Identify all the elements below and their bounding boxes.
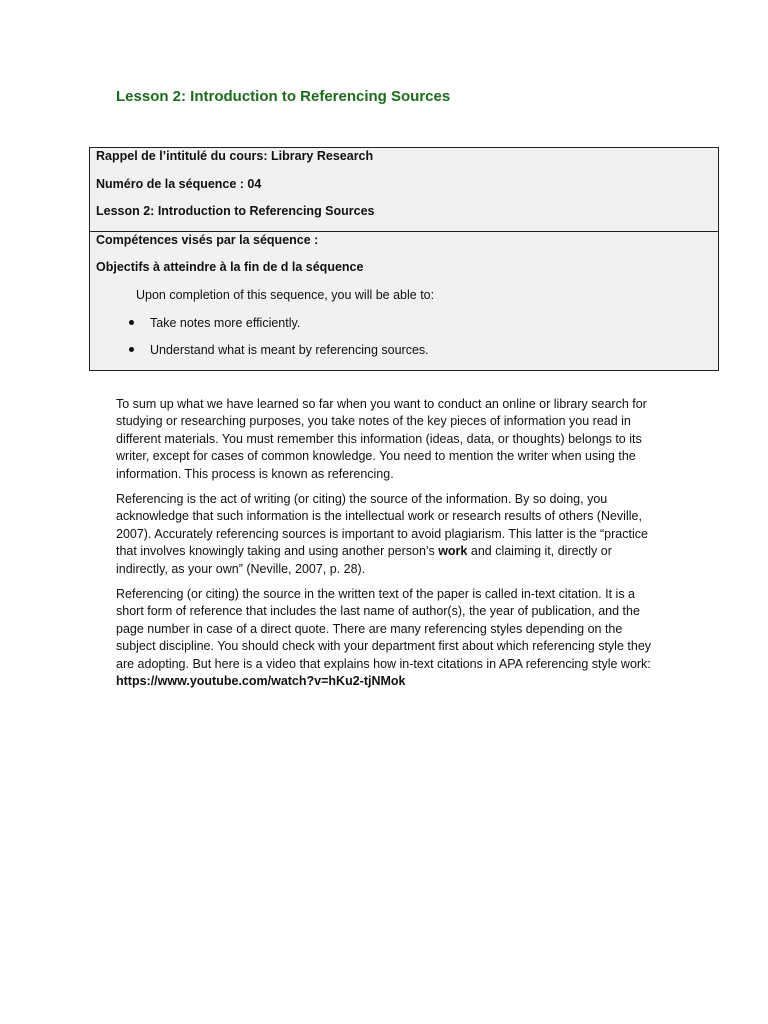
emphasis-work: work bbox=[438, 544, 468, 559]
objective-item bbox=[96, 315, 712, 343]
paragraph-text: and claiming it, directly or indirectly, as your own” (Neville, 2007, p. 28). bbox=[116, 544, 612, 576]
objectives-intro: Upon completion of this sequence, you will be able to: bbox=[136, 287, 435, 302]
bullet-icon bbox=[129, 347, 134, 352]
video-link[interactable]: https://www.youtube.com/watch?v=hKu2-tjNMok bbox=[116, 674, 406, 689]
course-info-objectives bbox=[90, 232, 718, 370]
sequence-number: Numéro de la séquence : 04 bbox=[96, 176, 262, 191]
paragraph-summary: To sum up what we have learned so far when you want to conduct an online or library search for studying or researching purposes, you take notes of the key pieces of information you read in different materials. You must remember this information (ideas, data, or thoughts) belongs to its writer, except for cases of common knowledge. You need to mention the writer when using the information. This process is known as referencing. bbox=[116, 397, 647, 481]
objective-text: Understand what is meant by referencing sources. bbox=[150, 343, 429, 358]
paragraph-text: Referencing (or citing) the source in the written text of the paper is called in-text citation. It is a short form of reference that includes the last name of author(s), the year of publication, and the page number in case of a direct quote. There are many referencing styles depending on the subject discipline. You should check with your department first about which referencing style they are adopting. But here is a video that explains how in-text citations in APA referencing style work: bbox=[116, 587, 652, 671]
objective-item bbox=[96, 342, 712, 370]
page-title: Lesson 2: Introduction to Referencing Sources bbox=[116, 88, 451, 105]
paragraph-text: Referencing is the act of writing (or citing) the source of the information. By so doing, you acknowledge that such information is the intellectual work or research results of others (Neville, 2007). Accurately referencing sources is important to avoid plagiarism. This latter is the “practice that involves knowingly taking and using another person’s bbox=[116, 492, 648, 559]
objective-text: Take notes more efficiently. bbox=[150, 315, 301, 330]
objectives-list bbox=[96, 315, 712, 370]
bullet-icon bbox=[129, 320, 134, 325]
objectives-label: Objectifs à atteindre à la fin de d la séquence bbox=[96, 260, 364, 275]
paragraph-in-text-citation bbox=[116, 586, 656, 690]
paragraph-referencing-definition bbox=[116, 491, 656, 578]
lesson-body bbox=[116, 396, 656, 699]
course-info-header bbox=[90, 148, 718, 232]
course-info-box bbox=[89, 147, 719, 371]
lesson-title: Lesson 2: Introduction to Referencing Sources bbox=[96, 204, 375, 219]
course-title-reminder: Rappel de l’intitulé du cours: Library Research bbox=[96, 149, 374, 163]
competences-label: Compétences visés par la séquence : bbox=[96, 232, 319, 247]
